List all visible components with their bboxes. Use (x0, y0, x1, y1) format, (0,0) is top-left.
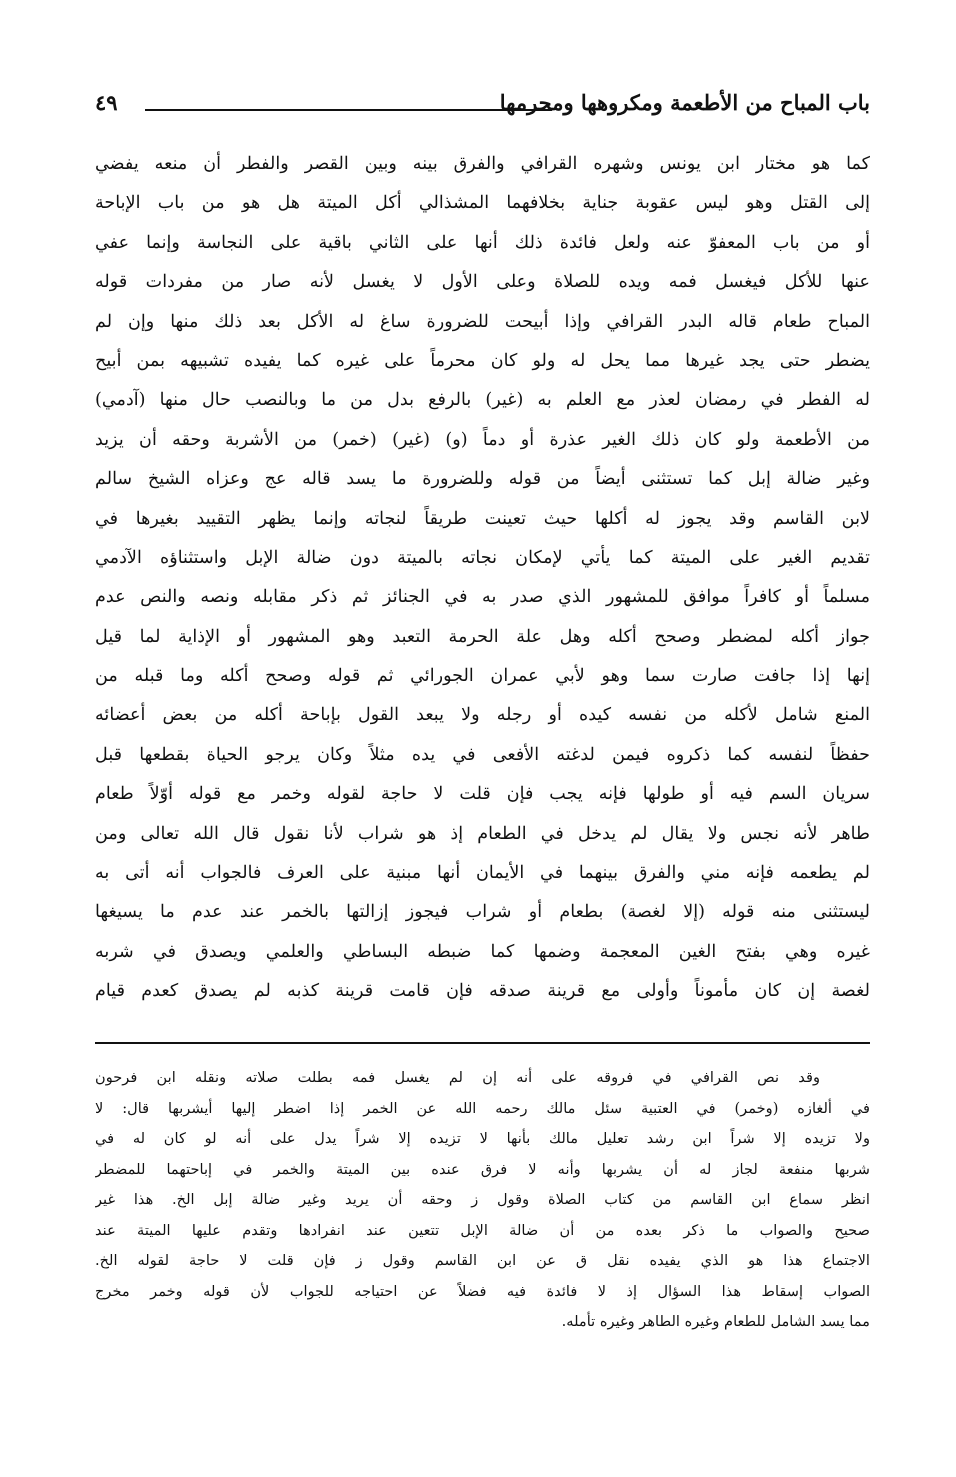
footnote-line: وقد نص القرافي في فروقه على أنه إن لم يغسل فمه بطلت صلاته ونقله ابن فرحون (95, 1069, 820, 1086)
text-line: أو من باب المعفوّ عنه ولعل فائدة ذلك أنها على الثاني باقية على النجاسة وإنما عفي (95, 232, 870, 253)
text-line: لغصة إن كان مأموناً وأولى مع قرينة صدقه فإن قامت قرينة كذبه لم يصدق كعدم قيام (95, 981, 870, 1002)
text-line: غيره وهي بفتح الغين المعجمة وضمها كما ضبطه البساطي والعلمي ويصدق في شربه (95, 941, 870, 962)
footnote-line: الاجتماع هذا هو الذي يفيده نقل ق عن ابن القاسم وقول ز فإن قلت لا حاجة لقوله الخ. (95, 1252, 870, 1269)
text-line: عنها للأكل فيغسل فمه ويده للصلاة وعلى الأول لا يغسل لأنه صار من مفردات قوله (95, 272, 870, 293)
text-line: يضطر حتى يجد غيرها مما يحل له ولو كان محرماً على غيره كما يفيده تشبيهه بمن أبيح (95, 350, 870, 371)
text-line: سريان السم فيه أو طولها فإنه يجب فإن قلت لا حاجة لقوله وخمر مع قوله أوّلاً طعام (95, 784, 870, 805)
text-line: لم يطعمه فإنه مني والفرق بينهما في الأيمان أنها مبنية على العرف فالجواب أنه أتى به (95, 863, 870, 884)
text-line: تقديم الغير على الميتة كما يأتي لإمكان نجاته بالميتة دون ضالة الإبل واستثناؤه الآدمي (95, 547, 870, 568)
footnote-line: مما يسد الشامل للطعام وغيره الطاهر وغيره تأمله. (561, 1313, 870, 1330)
text-line: مسلماً أو كافراً موافق للمشهور الذي صدر به في الجنائز ثم ذكر مقابله ونصه والنص عدم (95, 587, 870, 608)
main-text-body (95, 145, 870, 1012)
footnote-line: الصواب إسقاط هذا السؤال إذ لا فائدة فيه فضلاً عن احتياجه للجواب لأن قوله وخمر مخرج (95, 1282, 870, 1300)
text-line: وغير ضالة إبل كما تستثنى أيضاً من قوله وللضرورة ما يسد قاله عج وعزاه الشيخ سالم (95, 469, 870, 490)
footnote-body (95, 1063, 870, 1338)
footnote-line: ولا تزيده إلا شراً ابن رشد تعليل مالك بأنها لا تزيده إلا شراً يدل على أنه لو كان له في (95, 1130, 870, 1147)
text-line: إلى القتل وهو ليس عقوبة جناية بخلافهما المشذالي أكل الميتة هل هو من باب الإباحة (95, 193, 870, 214)
footnote-line: في ألغازه (وخمر) في العتبية سئل مالك رحمه الله عن الخمر إذا اضطر إليها أيشربها قال: لا (95, 1099, 870, 1117)
text-line: جواز أكله لمضطر وصحح أكله وهل علة الحرمة التعبد وهو المشهور أو الإذاية لما قيل (95, 626, 870, 647)
text-line: لابن القاسم وقد يجوز له أكلها حيث تعينت طريقاً لنجاته وإنما يظهر التقييد بغيرها في (95, 508, 870, 529)
text-line: كما هو مختار ابن يونس وشهره القرافي والفرق بينه وبين القصر والفطر أن منعه يفضي (95, 154, 870, 174)
text-line: ليستثنى منه قوله (إلا لغصة) بطعام أو شراب فيجوز إزالتها بالخمر عند عدم ما يسيغها (95, 902, 870, 923)
header-rule (145, 109, 552, 111)
text-line: له الفطر في رمضان لعذر مع العلم به (غير) بالرفع بدل من ما وبالنصب حال منها (آدمي) (95, 390, 870, 411)
footnote-line: شربها منفعة لجاز له أن يشربها وأنه لا فرق عنده بين الميتة والخمر في إباحتهما للمضطر (95, 1160, 870, 1178)
footnote-separator (95, 1042, 870, 1044)
text-line: طاهر لأنه نجس ولا يقال لم يدخل في الطعام إذ هو شراب لأنا نقول قال الله تعالى ومن (95, 823, 870, 844)
text-line: حفظاً لنفسه كما ذكروه فيمن لدغته الأفعى في يده مثلاً وكان يرجو الحياة بقطعها قبل (95, 744, 870, 765)
text-line: من الأطعمة ولو كان ذلك الغير عذرة أو دماً (و) (غير) (خمر) من الأشربة وحقه أن يزيد (95, 429, 870, 450)
footnote-line: انظر سماع ابن القاسم من كتاب الصلاة وقول ز وحقه أن يريد وغير ضالة إبل الخ. هذا غير (95, 1191, 870, 1208)
page-number: ٤٩ (95, 90, 118, 115)
chapter-title: باب المباح من الأطعمة ومكروهها ومحرمها (499, 90, 870, 115)
running-header (95, 86, 870, 122)
text-line: المنع شامل لأكله من نفسه كيده أو رجله ولا يبعد القول بإباحة أكله من بعض أعضائه (95, 705, 870, 726)
text-line: المباح طعام قاله البدر القرافي وإذا أبيحت للضرورة ساغ له الأكل بعد ذلك منها وإن لم (95, 311, 870, 332)
footnote-line: صحيح والصواب ما ذكر بعده من أن ضالة الإبل تتعين عند انفرادها وتقدم عليها الميتة عند (95, 1221, 870, 1239)
text-line: إنها إذا جافت صارت سما وهو لأبي عمران الجورائي ثم قوله وصحح أكله وما قبله من (95, 666, 870, 687)
